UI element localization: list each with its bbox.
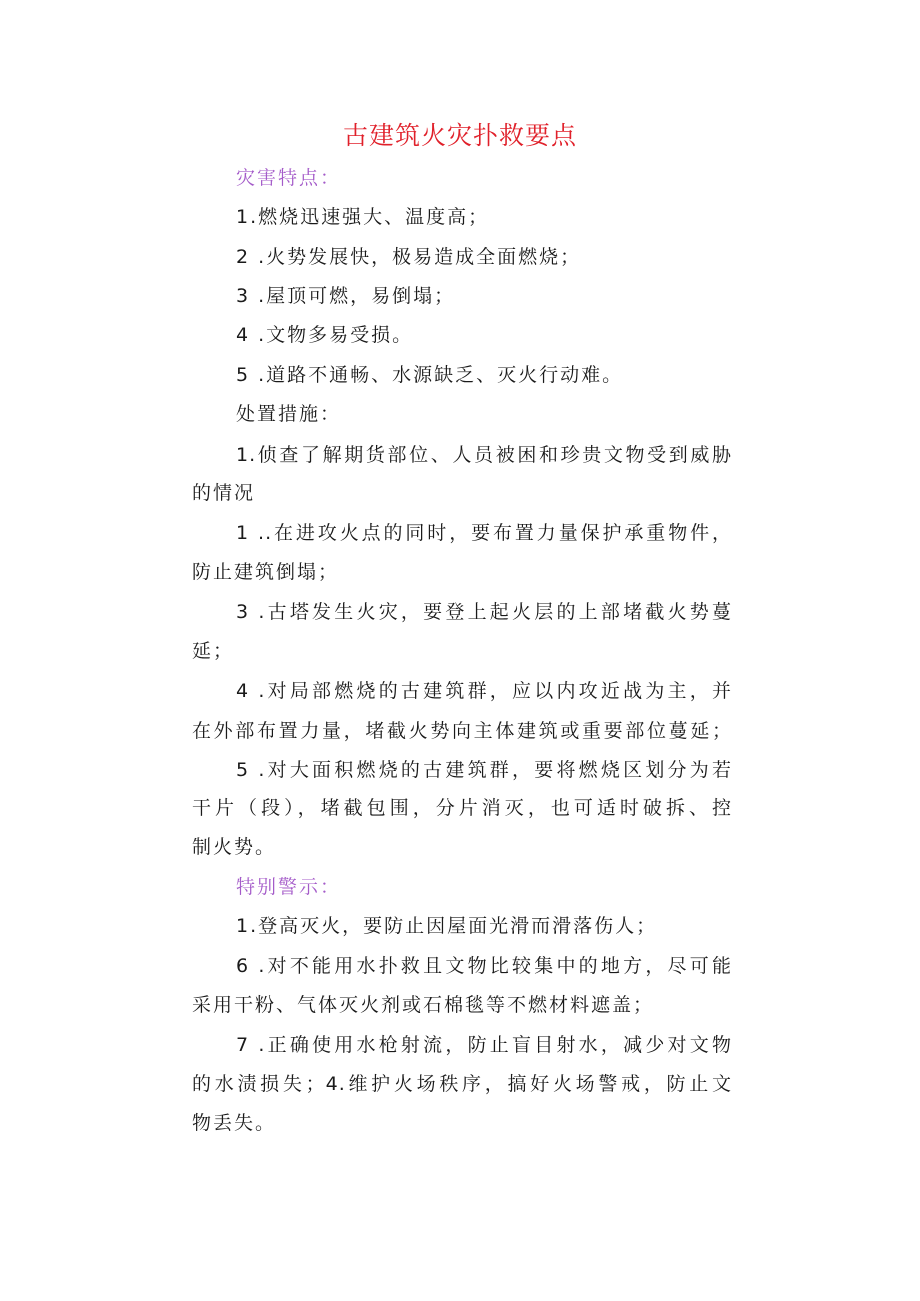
warning-3-line-2: 的水渍损失；4.维护火场秩序，搞好火场警戒，防止文 [192, 1073, 732, 1095]
warning-3-line-1: 7 .正确使用水枪射流，防止盲目射水，减少对文物 [236, 1034, 732, 1056]
measures-heading: 处置措施： [236, 403, 342, 425]
measure-3-line-2: 延； [192, 640, 235, 662]
measure-5-line-2: 干片（段），堵截包围，分片消灭，也可适时破拆、控 [192, 797, 732, 819]
document-title: 古建筑火灾扑救要点 [342, 121, 577, 150]
hazard-item-1: 1.燃烧迅速强大、温度高； [236, 206, 490, 228]
measure-2-line-1: 1 ..在进攻火点的同时，要布置力量保护承重物件， [236, 522, 732, 544]
measure-4-line-1: 4 .对局部燃烧的古建筑群，应以内攻近战为主，并 [236, 680, 732, 702]
hazard-item-5: 5 .道路不通畅、水源缺乏、灭火行动难。 [236, 364, 624, 386]
warning-2-line-2: 采用干粉、气体灭火剂或石棉毯等不燃材料遮盖； [192, 994, 655, 1016]
measure-5-line-1: 5 .对大面积燃烧的古建筑群，要将燃烧区划分为若 [236, 759, 732, 781]
hazard-item-3: 3 .屋顶可燃，易倒塌； [236, 285, 456, 307]
measure-3-line-1: 3 .古塔发生火灾，要登上起火层的上部堵截火势蔓 [236, 601, 732, 623]
warning-3-line-3: 物丢失。 [192, 1112, 277, 1134]
warning-1-line-1: 1.登高灭火，要防止因屋面光滑而滑落伤人； [236, 915, 658, 937]
warning-2-line-1: 6 .对不能用水扑救且文物比较集中的地方，尽可能 [236, 955, 732, 977]
measure-4-line-2: 在外部布置力量，堵截火势向主体建筑或重要部位蔓延； [192, 720, 732, 742]
warnings-heading: 特别警示： [236, 876, 342, 898]
hazard-item-2: 2 .火势发展快，极易造成全面燃烧； [236, 246, 582, 268]
hazards-heading: 灾害特点： [236, 167, 342, 189]
measure-5-line-3: 制火势。 [192, 836, 277, 858]
measure-1-line-2: 的情况 [192, 482, 256, 504]
measure-1-line-1: 1.侦查了解期货部位、人员被困和珍贵文物受到威胁 [236, 444, 732, 466]
measure-2-line-2: 防止建筑倒塌； [192, 561, 340, 583]
hazard-item-4: 4 .文物多易受损。 [236, 324, 414, 346]
